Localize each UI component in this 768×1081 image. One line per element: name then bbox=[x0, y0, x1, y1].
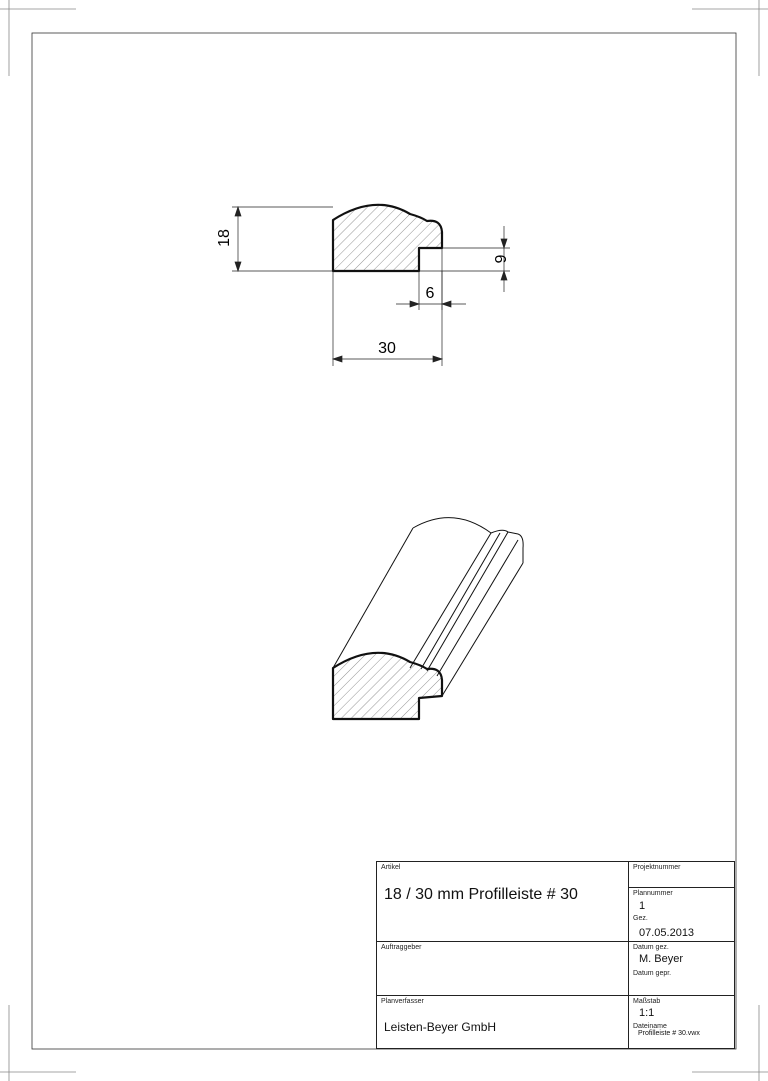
dimension-height bbox=[232, 207, 333, 271]
massstab-label: Maßstab bbox=[633, 998, 661, 1005]
datum-gepr-cell bbox=[629, 968, 735, 996]
artikel-cell bbox=[377, 862, 628, 942]
datum-gez-label: Datum gez. bbox=[633, 944, 669, 951]
projektnummer-label: Projektnummer bbox=[633, 864, 681, 871]
dateiname-value: Profilleiste # 30.vwx bbox=[638, 1030, 700, 1037]
artikel-value: 18 / 30 mm Profilleiste # 30 bbox=[384, 886, 578, 903]
title-block-right bbox=[629, 862, 735, 1048]
massstab-value: 1:1 bbox=[639, 1007, 655, 1019]
datum-gez-cell bbox=[629, 942, 735, 968]
dimension-text-step-width: 6 bbox=[425, 285, 435, 302]
auftraggeber-cell bbox=[377, 942, 628, 996]
dimension-text-step-height: 6 bbox=[491, 254, 508, 264]
planverfasser-cell bbox=[377, 996, 628, 1049]
datum-gez-value: M. Beyer bbox=[639, 953, 684, 965]
profile-cross-section bbox=[333, 205, 442, 271]
gez-label: Gez. bbox=[633, 915, 648, 922]
dimension-text-height: 18 bbox=[216, 229, 233, 247]
title-block-left bbox=[377, 862, 629, 1048]
planverfasser-label: Planverfasser bbox=[381, 998, 424, 1005]
artikel-label: Artikel bbox=[381, 864, 401, 871]
dateiname-label: Dateiname bbox=[633, 1023, 667, 1030]
plannummer-value: 1 bbox=[639, 900, 646, 912]
dateiname-cell bbox=[629, 1021, 735, 1049]
plannummer-cell bbox=[629, 888, 735, 913]
profile-isometric-front-face bbox=[333, 653, 442, 719]
title-block bbox=[376, 861, 735, 1049]
projektnummer-cell bbox=[629, 862, 735, 888]
dimension-text-width: 30 bbox=[378, 340, 396, 357]
datum-gepr-label: Datum gepr. bbox=[633, 970, 672, 977]
gez-cell bbox=[629, 913, 735, 942]
gez-value: 07.05.2013 bbox=[639, 927, 695, 939]
plannummer-label: Plannummer bbox=[633, 890, 673, 897]
planverfasser-value: Leisten-Beyer GmbH bbox=[384, 1020, 497, 1034]
auftraggeber-label: Auftraggeber bbox=[381, 944, 422, 951]
massstab-cell bbox=[629, 996, 735, 1021]
